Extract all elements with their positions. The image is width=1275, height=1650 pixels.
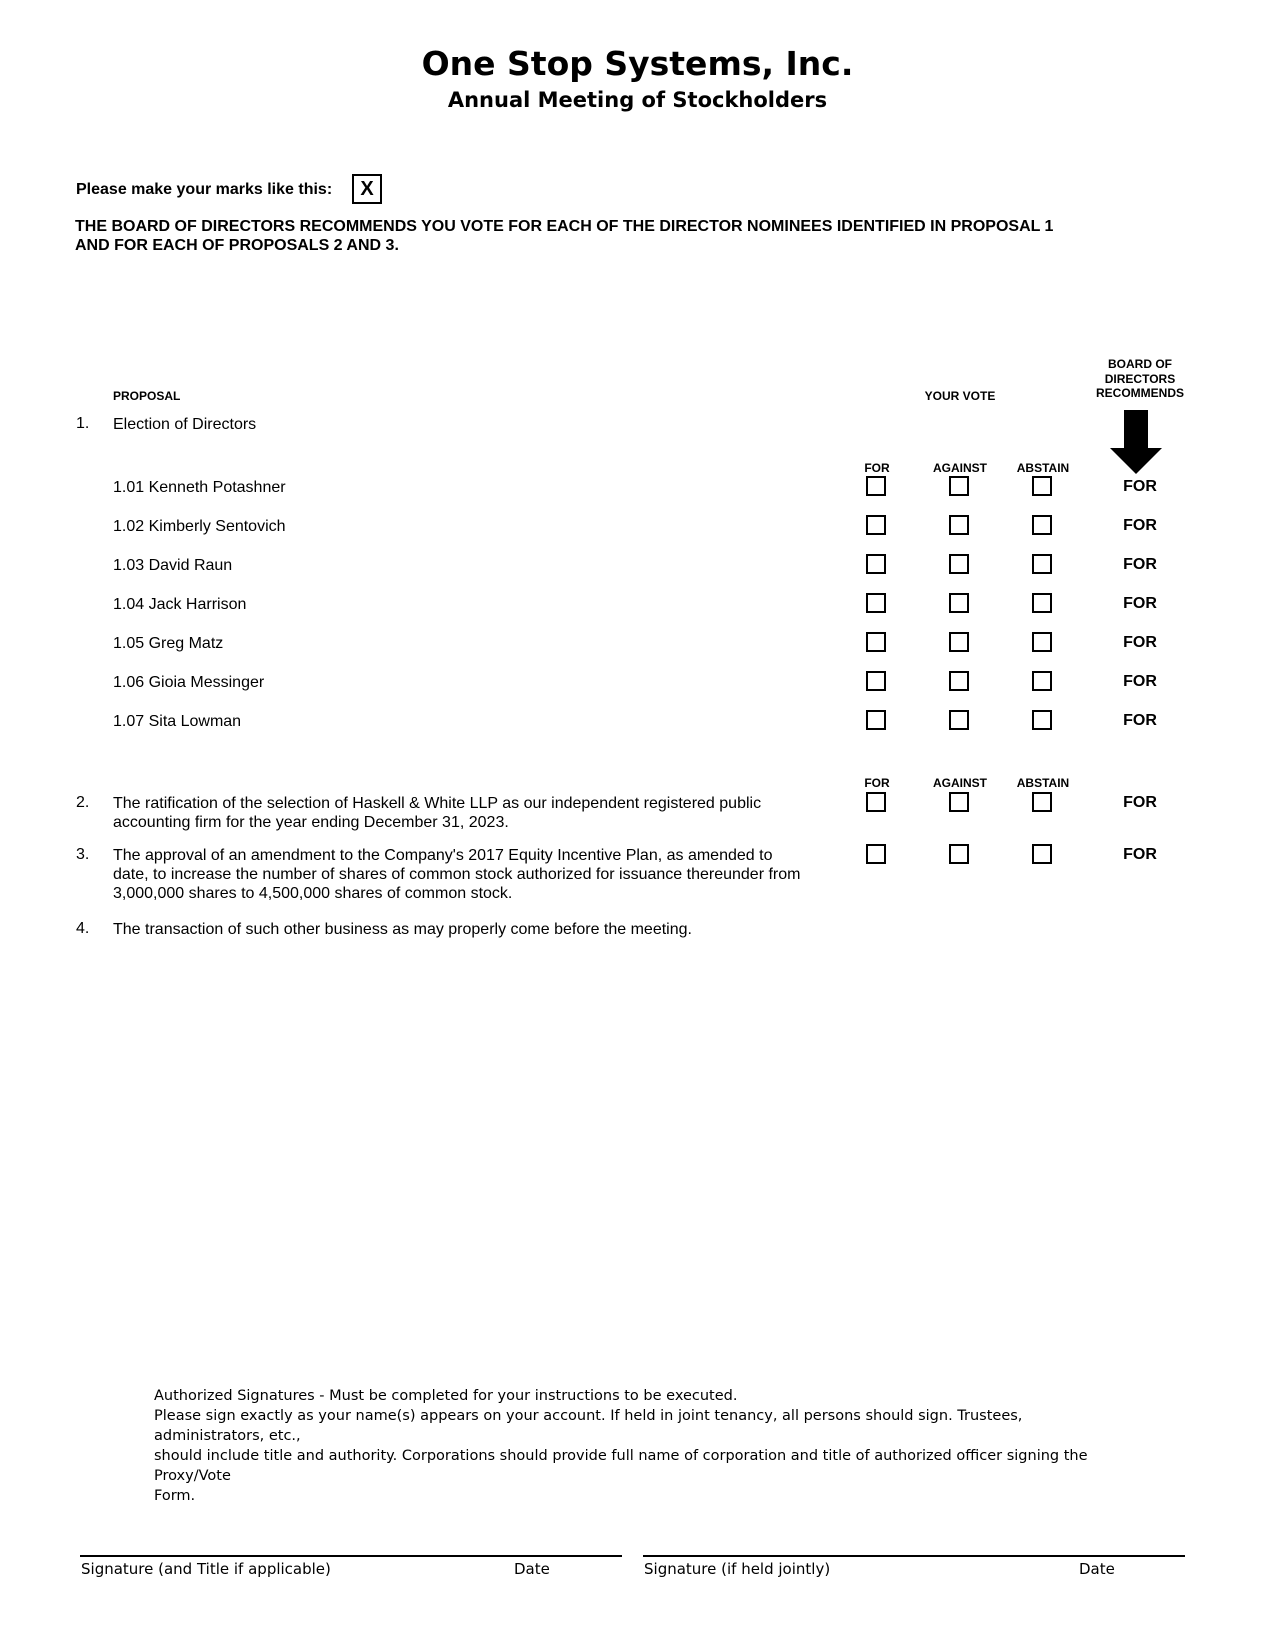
- board-recommendation-value: FOR: [1123, 595, 1157, 612]
- board-recommendation-value: FOR: [1123, 478, 1157, 495]
- signature-instructions-line-1: Authorized Signatures - Must be completed for your instructions to be executed.: [154, 1388, 738, 1404]
- mark-example-box: X: [352, 174, 382, 204]
- proposal-2-line-1: The ratification of the selection of Haskell & White LLP as our independent registered public: [113, 795, 762, 812]
- recommendation-line-2: AND FOR EACH OF PROPOSALS 2 AND 3.: [75, 237, 399, 254]
- nominee-label: 1.03 David Raun: [113, 557, 233, 574]
- vote-for-checkbox[interactable]: [866, 632, 886, 652]
- vote-for-checkbox[interactable]: [866, 554, 886, 574]
- list-item: [0, 515, 1275, 545]
- signature-line-1[interactable]: [80, 1555, 622, 1557]
- board-header-line-3: RECOMMENDS: [1095, 386, 1184, 400]
- nominee-label: 1.01 Kenneth Potashner: [113, 479, 286, 496]
- col-abstain-header: ABSTAIN: [1016, 461, 1070, 475]
- list-item: [0, 710, 1275, 740]
- proposal-3-for-checkbox[interactable]: [866, 844, 886, 864]
- board-recommendation-value: FOR: [1123, 634, 1157, 651]
- board-header-line-1: BOARD OF: [1108, 357, 1172, 371]
- proposal-2-against-checkbox[interactable]: [949, 792, 969, 812]
- vote-against-checkbox[interactable]: [949, 710, 969, 730]
- proposal-2-for-checkbox[interactable]: [866, 792, 886, 812]
- recommendation-line-1: THE BOARD OF DIRECTORS RECOMMENDS YOU VOTE FOR EACH OF THE DIRECTOR NOMINEES IDENTIFIED IN PROPOSAL 1: [75, 218, 1054, 235]
- vote-for-checkbox[interactable]: [866, 515, 886, 535]
- vote-abstain-checkbox[interactable]: [1032, 515, 1052, 535]
- vote-abstain-checkbox[interactable]: [1032, 476, 1052, 496]
- vote-against-checkbox[interactable]: [949, 476, 969, 496]
- proposal-4-number: 4.: [76, 920, 90, 937]
- list-item: [0, 554, 1275, 584]
- signature-instructions-line-3: should include title and authority. Corporations should provide full name of corporation and title of authorized officer signing the Proxy/Vote: [154, 1448, 1088, 1484]
- vote-for-checkbox[interactable]: [866, 671, 886, 691]
- company-title: One Stop Systems, Inc.: [421, 44, 854, 83]
- proposal-2-abstain-checkbox[interactable]: [1032, 792, 1052, 812]
- signature-instructions: [154, 1386, 1134, 1506]
- proposal-3-number: 3.: [76, 846, 90, 863]
- date-1-label: Date: [514, 1560, 550, 1578]
- proposal-header: PROPOSAL: [113, 389, 181, 403]
- vote-abstain-checkbox[interactable]: [1032, 632, 1052, 652]
- vote-for-checkbox[interactable]: [866, 710, 886, 730]
- signature-line-2[interactable]: [643, 1555, 1185, 1557]
- signature-instructions-line-4: Form.: [154, 1488, 196, 1504]
- vote-against-checkbox[interactable]: [949, 554, 969, 574]
- vote-abstain-checkbox[interactable]: [1032, 710, 1052, 730]
- signature-1-label: Signature (and Title if applicable): [81, 1560, 331, 1578]
- nominee-label: 1.05 Greg Matz: [113, 635, 224, 652]
- your-vote-header: YOUR VOTE: [924, 389, 996, 403]
- vote-against-checkbox[interactable]: [949, 671, 969, 691]
- vote-for-checkbox[interactable]: [866, 476, 886, 496]
- board-recommendation-value: FOR: [1123, 556, 1157, 573]
- list-item: [0, 593, 1275, 623]
- board-recommends-header: [1085, 357, 1195, 401]
- signature-2-label: Signature (if held jointly): [644, 1560, 831, 1578]
- board-recommendation: [75, 217, 1135, 255]
- col-abstain-header-2: ABSTAIN: [1016, 776, 1070, 790]
- vote-for-checkbox[interactable]: [866, 593, 886, 613]
- board-recommendation-value: FOR: [1123, 673, 1157, 690]
- proposal-1-number: 1.: [76, 415, 90, 432]
- nominee-label: 1.06 Gioia Messinger: [113, 674, 265, 691]
- vote-abstain-checkbox[interactable]: [1032, 593, 1052, 613]
- proposal-2-number: 2.: [76, 794, 90, 811]
- proposal-3-line-2: date, to increase the number of shares of common stock authorized for issuance thereunder from: [113, 866, 801, 883]
- nominee-label: 1.04 Jack Harrison: [113, 596, 247, 613]
- proposal-3-line-1: The approval of an amendment to the Company's 2017 Equity Incentive Plan, as amended to: [113, 847, 773, 864]
- proposal-3-abstain-checkbox[interactable]: [1032, 844, 1052, 864]
- col-against-header: AGAINST: [933, 461, 987, 475]
- vote-abstain-checkbox[interactable]: [1032, 671, 1052, 691]
- proposal-2-text: [113, 794, 761, 832]
- meeting-subtitle: Annual Meeting of Stockholders: [447, 88, 828, 112]
- date-2-label: Date: [1079, 1560, 1115, 1578]
- vote-against-checkbox[interactable]: [949, 632, 969, 652]
- proposal-3-against-checkbox[interactable]: [949, 844, 969, 864]
- proposal-1-title: Election of Directors: [113, 416, 257, 433]
- board-header-line-2: DIRECTORS: [1104, 371, 1176, 386]
- proposal-4-text: The transaction of such other business as may properly come before the meeting.: [113, 921, 692, 938]
- proposal-3-recommendation: FOR: [1123, 846, 1157, 863]
- nominee-label: 1.07 Sita Lowman: [113, 713, 242, 730]
- nominee-label: 1.02 Kimberly Sentovich: [113, 518, 286, 535]
- list-item: [0, 632, 1275, 662]
- vote-against-checkbox[interactable]: [949, 593, 969, 613]
- col-for-header-2: FOR: [864, 776, 890, 790]
- proposal-2-line-2: accounting firm for the year ending December 31, 2023.: [113, 814, 509, 831]
- board-recommendation-value: FOR: [1123, 712, 1157, 729]
- proposal-2-recommendation: FOR: [1123, 794, 1157, 811]
- signature-instructions-line-2: Please sign exactly as your name(s) appears on your account. If held in joint tenancy, all persons should sign. Trustees, administrators, etc.,: [154, 1408, 1023, 1444]
- vote-against-checkbox[interactable]: [949, 515, 969, 535]
- marks-instruction: Please make your marks like this:: [76, 181, 333, 198]
- down-arrow-icon: [1110, 410, 1162, 474]
- list-item: [0, 671, 1275, 701]
- board-recommendation-value: FOR: [1123, 517, 1157, 534]
- proposal-3-text: [113, 846, 800, 903]
- col-for-header: FOR: [864, 461, 890, 475]
- vote-abstain-checkbox[interactable]: [1032, 554, 1052, 574]
- list-item: [0, 476, 1275, 506]
- col-against-header-2: AGAINST: [933, 776, 987, 790]
- proposal-3-line-3: 3,000,000 shares to 4,500,000 shares of common stock.: [113, 885, 513, 902]
